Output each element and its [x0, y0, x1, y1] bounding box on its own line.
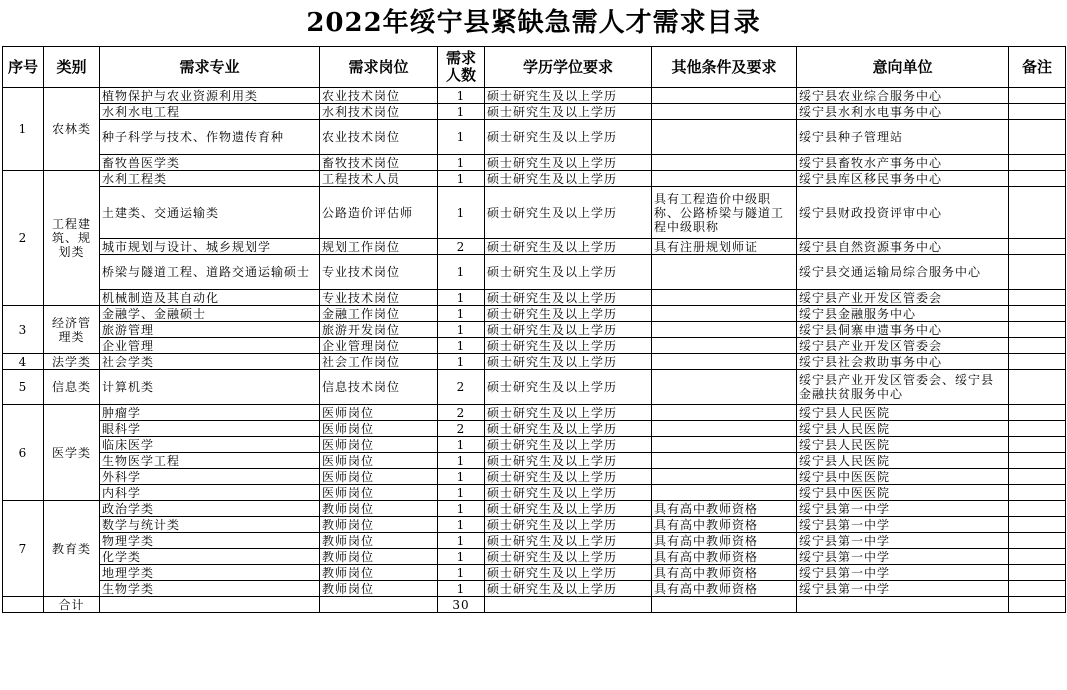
- cell-position: 医师岗位: [320, 405, 438, 421]
- table-row: [3, 581, 1066, 597]
- cell-education: 硕士研究生及以上学历: [485, 290, 652, 306]
- cell-position: 教师岗位: [320, 533, 438, 549]
- cell-count: 1: [438, 437, 485, 453]
- total-empty-remark: [1009, 597, 1066, 613]
- cell-count: 1: [438, 187, 485, 239]
- table-row: [3, 354, 1066, 370]
- header-position: 需求岗位: [320, 47, 438, 88]
- cell-position: 农业技术岗位: [320, 120, 438, 155]
- cell-remark: [1009, 104, 1066, 120]
- cell-count: 1: [438, 155, 485, 171]
- cell-remark: [1009, 581, 1066, 597]
- cell-unit: 绥宁县第一中学: [797, 549, 1009, 565]
- cell-position: 农业技术岗位: [320, 88, 438, 104]
- total-seq-cell: [3, 597, 44, 613]
- cell-position: 畜牧技术岗位: [320, 155, 438, 171]
- group-category: 法学类: [44, 354, 100, 370]
- cell-major: 物理学类: [100, 533, 320, 549]
- cell-education: 硕士研究生及以上学历: [485, 581, 652, 597]
- cell-position: 公路造价评估师: [320, 187, 438, 239]
- cell-other: [652, 120, 797, 155]
- table-row: [3, 338, 1066, 354]
- cell-position: 金融工作岗位: [320, 306, 438, 322]
- cell-remark: [1009, 187, 1066, 239]
- table-row: [3, 549, 1066, 565]
- group-seq: 1: [3, 88, 44, 171]
- group-category: 医学类: [44, 405, 100, 501]
- table-row: [3, 120, 1066, 155]
- cell-education: 硕士研究生及以上学历: [485, 306, 652, 322]
- page-title: 2022年绥宁县紧缺急需人才需求目录: [306, 8, 761, 38]
- cell-remark: [1009, 354, 1066, 370]
- group-category: 工程建筑、规划类: [44, 171, 100, 306]
- cell-other: [652, 104, 797, 120]
- cell-other: [652, 421, 797, 437]
- total-label: 合计: [44, 597, 100, 613]
- cell-count: 1: [438, 517, 485, 533]
- cell-unit: 绥宁县产业开发区管委会: [797, 290, 1009, 306]
- cell-education: 硕士研究生及以上学历: [485, 437, 652, 453]
- cell-major: 肿瘤学: [100, 405, 320, 421]
- cell-major: 内科学: [100, 485, 320, 501]
- total-empty-education: [485, 597, 652, 613]
- cell-unit: 绥宁县第一中学: [797, 501, 1009, 517]
- table-row: [3, 290, 1066, 306]
- cell-major: 生物医学工程: [100, 453, 320, 469]
- cell-remark: [1009, 370, 1066, 405]
- cell-other: [652, 88, 797, 104]
- cell-major: 畜牧兽医学类: [100, 155, 320, 171]
- cell-count: 1: [438, 255, 485, 290]
- cell-major: 生物学类: [100, 581, 320, 597]
- cell-education: 硕士研究生及以上学历: [485, 421, 652, 437]
- table-row: [3, 104, 1066, 120]
- cell-unit: 绥宁县财政投资评审中心: [797, 187, 1009, 239]
- cell-position: 教师岗位: [320, 517, 438, 533]
- cell-unit: 绥宁县人民医院: [797, 453, 1009, 469]
- cell-remark: [1009, 88, 1066, 104]
- cell-count: 1: [438, 354, 485, 370]
- table-row: [3, 485, 1066, 501]
- cell-major: 城市规划与设计、城乡规划学: [100, 239, 320, 255]
- cell-count: 1: [438, 338, 485, 354]
- cell-count: 1: [438, 533, 485, 549]
- cell-major: 桥梁与隧道工程、道路交通运输硕士: [100, 255, 320, 290]
- cell-other: 具有高中教师资格: [652, 501, 797, 517]
- cell-major: 土建类、交通运输类: [100, 187, 320, 239]
- cell-major: 金融学、金融硕士: [100, 306, 320, 322]
- cell-unit: 绥宁县人民医院: [797, 421, 1009, 437]
- cell-unit: 绥宁县畜牧水产事务中心: [797, 155, 1009, 171]
- cell-remark: [1009, 120, 1066, 155]
- cell-position: 工程技术人员: [320, 171, 438, 187]
- cell-major: 地理学类: [100, 565, 320, 581]
- cell-other: [652, 155, 797, 171]
- header-row: [3, 47, 1066, 88]
- cell-unit: 绥宁县社会救助事务中心: [797, 354, 1009, 370]
- cell-position: 企业管理岗位: [320, 338, 438, 354]
- cell-count: 2: [438, 370, 485, 405]
- cell-remark: [1009, 533, 1066, 549]
- cell-remark: [1009, 306, 1066, 322]
- cell-unit: 绥宁县第一中学: [797, 517, 1009, 533]
- cell-other: [652, 485, 797, 501]
- cell-major: 水利工程类: [100, 171, 320, 187]
- group-category: 农林类: [44, 88, 100, 171]
- cell-remark: [1009, 255, 1066, 290]
- group-seq: 4: [3, 354, 44, 370]
- table-row: [3, 322, 1066, 338]
- cell-education: 硕士研究生及以上学历: [485, 533, 652, 549]
- cell-unit: 绥宁县产业开发区管委会: [797, 338, 1009, 354]
- cell-position: 教师岗位: [320, 549, 438, 565]
- cell-remark: [1009, 338, 1066, 354]
- cell-major: 社会学类: [100, 354, 320, 370]
- cell-other: 具有高中教师资格: [652, 517, 797, 533]
- cell-education: 硕士研究生及以上学历: [485, 255, 652, 290]
- table-row: [3, 370, 1066, 405]
- table-row: [3, 533, 1066, 549]
- cell-other: [652, 469, 797, 485]
- table-row: [3, 517, 1066, 533]
- cell-count: 1: [438, 549, 485, 565]
- total-empty-position: [320, 597, 438, 613]
- cell-education: 硕士研究生及以上学历: [485, 370, 652, 405]
- cell-count: 1: [438, 88, 485, 104]
- cell-remark: [1009, 549, 1066, 565]
- cell-count: 2: [438, 405, 485, 421]
- table-row: [3, 453, 1066, 469]
- header-other: 其他条件及要求: [652, 47, 797, 88]
- cell-other: 具有高中教师资格: [652, 549, 797, 565]
- cell-count: 1: [438, 171, 485, 187]
- cell-education: 硕士研究生及以上学历: [485, 405, 652, 421]
- cell-position: 水利技术岗位: [320, 104, 438, 120]
- table-row: [3, 255, 1066, 290]
- total-count: 30: [438, 597, 485, 613]
- cell-other: [652, 354, 797, 370]
- cell-remark: [1009, 565, 1066, 581]
- cell-unit: 绥宁县产业开发区管委会、绥宁县金融扶贫服务中心: [797, 370, 1009, 405]
- cell-education: 硕士研究生及以上学历: [485, 469, 652, 485]
- cell-position: 社会工作岗位: [320, 354, 438, 370]
- cell-other: [652, 171, 797, 187]
- cell-unit: 绥宁县第一中学: [797, 581, 1009, 597]
- cell-major: 眼科学: [100, 421, 320, 437]
- cell-remark: [1009, 405, 1066, 421]
- group-seq: 5: [3, 370, 44, 405]
- cell-remark: [1009, 453, 1066, 469]
- cell-position: 旅游开发岗位: [320, 322, 438, 338]
- table-row: [3, 405, 1066, 421]
- cell-position: 医师岗位: [320, 453, 438, 469]
- cell-remark: [1009, 155, 1066, 171]
- cell-unit: 绥宁县人民医院: [797, 405, 1009, 421]
- table-row: [3, 187, 1066, 239]
- cell-position: 医师岗位: [320, 469, 438, 485]
- cell-unit: 绥宁县种子管理站: [797, 120, 1009, 155]
- cell-remark: [1009, 469, 1066, 485]
- cell-count: 1: [438, 581, 485, 597]
- cell-remark: [1009, 171, 1066, 187]
- cell-major: 企业管理: [100, 338, 320, 354]
- cell-position: 医师岗位: [320, 421, 438, 437]
- cell-unit: 绥宁县第一中学: [797, 565, 1009, 581]
- cell-education: 硕士研究生及以上学历: [485, 485, 652, 501]
- header-remark: 备注: [1009, 47, 1066, 88]
- cell-count: 1: [438, 290, 485, 306]
- cell-unit: 绥宁县侗寨申遗事务中心: [797, 322, 1009, 338]
- cell-count: 1: [438, 104, 485, 120]
- group-seq: 2: [3, 171, 44, 306]
- cell-unit: 绥宁县中医医院: [797, 469, 1009, 485]
- cell-education: 硕士研究生及以上学历: [485, 88, 652, 104]
- cell-education: 硕士研究生及以上学历: [485, 354, 652, 370]
- cell-major: 外科学: [100, 469, 320, 485]
- group-category: 教育类: [44, 501, 100, 597]
- table-row: [3, 565, 1066, 581]
- cell-other: [652, 306, 797, 322]
- group-category: 信息类: [44, 370, 100, 405]
- cell-count: 1: [438, 501, 485, 517]
- cell-remark: [1009, 485, 1066, 501]
- cell-other: [652, 290, 797, 306]
- cell-education: 硕士研究生及以上学历: [485, 155, 652, 171]
- group-category: 经济管理类: [44, 306, 100, 354]
- group-seq: 7: [3, 501, 44, 597]
- table-row: [3, 469, 1066, 485]
- cell-other: [652, 453, 797, 469]
- cell-other: [652, 437, 797, 453]
- table-row: [3, 88, 1066, 104]
- cell-education: 硕士研究生及以上学历: [485, 322, 652, 338]
- cell-remark: [1009, 239, 1066, 255]
- cell-position: 教师岗位: [320, 565, 438, 581]
- cell-remark: [1009, 501, 1066, 517]
- cell-remark: [1009, 517, 1066, 533]
- cell-other: [652, 255, 797, 290]
- cell-position: 规划工作岗位: [320, 239, 438, 255]
- cell-unit: 绥宁县中医医院: [797, 485, 1009, 501]
- cell-count: 1: [438, 306, 485, 322]
- total-empty-other: [652, 597, 797, 613]
- cell-count: 2: [438, 421, 485, 437]
- table-row: [3, 239, 1066, 255]
- cell-major: 政治学类: [100, 501, 320, 517]
- header-education: 学历学位要求: [485, 47, 652, 88]
- cell-position: 专业技术岗位: [320, 255, 438, 290]
- cell-major: 水利水电工程: [100, 104, 320, 120]
- cell-position: 专业技术岗位: [320, 290, 438, 306]
- cell-position: 信息技术岗位: [320, 370, 438, 405]
- cell-position: 医师岗位: [320, 437, 438, 453]
- total-empty-major: [100, 597, 320, 613]
- cell-position: 教师岗位: [320, 501, 438, 517]
- header-major: 需求专业: [100, 47, 320, 88]
- cell-unit: 绥宁县第一中学: [797, 533, 1009, 549]
- total-row: [3, 597, 1066, 613]
- table-row: [3, 501, 1066, 517]
- header-unit: 意向单位: [797, 47, 1009, 88]
- header-count: 需求人数: [438, 47, 485, 88]
- cell-position: 教师岗位: [320, 581, 438, 597]
- cell-other: 具有高中教师资格: [652, 565, 797, 581]
- cell-education: 硕士研究生及以上学历: [485, 104, 652, 120]
- cell-major: 化学类: [100, 549, 320, 565]
- cell-unit: 绥宁县金融服务中心: [797, 306, 1009, 322]
- cell-unit: 绥宁县交通运输局综合服务中心: [797, 255, 1009, 290]
- cell-major: 计算机类: [100, 370, 320, 405]
- cell-other: [652, 322, 797, 338]
- cell-unit: 绥宁县自然资源事务中心: [797, 239, 1009, 255]
- cell-education: 硕士研究生及以上学历: [485, 338, 652, 354]
- cell-count: 1: [438, 469, 485, 485]
- total-empty-unit: [797, 597, 1009, 613]
- cell-other: 具有高中教师资格: [652, 533, 797, 549]
- cell-other: [652, 338, 797, 354]
- cell-major: 旅游管理: [100, 322, 320, 338]
- cell-education: 硕士研究生及以上学历: [485, 239, 652, 255]
- cell-count: 2: [438, 239, 485, 255]
- cell-education: 硕士研究生及以上学历: [485, 517, 652, 533]
- cell-education: 硕士研究生及以上学历: [485, 120, 652, 155]
- cell-education: 硕士研究生及以上学历: [485, 565, 652, 581]
- table-row: [3, 171, 1066, 187]
- group-seq: 3: [3, 306, 44, 354]
- cell-count: 1: [438, 120, 485, 155]
- cell-major: 数学与统计类: [100, 517, 320, 533]
- cell-remark: [1009, 290, 1066, 306]
- cell-other: 具有工程造价中级职称、公路桥梁与隧道工程中级职称: [652, 187, 797, 239]
- cell-major: 植物保护与农业资源利用类: [100, 88, 320, 104]
- group-seq: 6: [3, 405, 44, 501]
- cell-count: 1: [438, 322, 485, 338]
- cell-other: [652, 405, 797, 421]
- talent-demand-table: [2, 46, 1066, 613]
- cell-education: 硕士研究生及以上学历: [485, 171, 652, 187]
- cell-other: 具有注册规划师证: [652, 239, 797, 255]
- cell-education: 硕士研究生及以上学历: [485, 453, 652, 469]
- cell-count: 1: [438, 453, 485, 469]
- cell-education: 硕士研究生及以上学历: [485, 187, 652, 239]
- table-row: [3, 155, 1066, 171]
- header-category: 类别: [44, 47, 100, 88]
- cell-education: 硕士研究生及以上学历: [485, 549, 652, 565]
- cell-unit: 绥宁县人民医院: [797, 437, 1009, 453]
- cell-major: 临床医学: [100, 437, 320, 453]
- cell-remark: [1009, 421, 1066, 437]
- cell-unit: 绥宁县水利水电事务中心: [797, 104, 1009, 120]
- cell-other: [652, 370, 797, 405]
- header-seq: 序号: [3, 47, 44, 88]
- cell-major: 机械制造及其自动化: [100, 290, 320, 306]
- cell-unit: 绥宁县农业综合服务中心: [797, 88, 1009, 104]
- cell-unit: 绥宁县库区移民事务中心: [797, 171, 1009, 187]
- cell-position: 医师岗位: [320, 485, 438, 501]
- cell-count: 1: [438, 565, 485, 581]
- table-row: [3, 306, 1066, 322]
- table-row: [3, 421, 1066, 437]
- cell-education: 硕士研究生及以上学历: [485, 501, 652, 517]
- cell-major: 种子科学与技术、作物遗传育种: [100, 120, 320, 155]
- cell-remark: [1009, 322, 1066, 338]
- cell-count: 1: [438, 485, 485, 501]
- cell-other: 具有高中教师资格: [652, 581, 797, 597]
- table-row: [3, 437, 1066, 453]
- cell-remark: [1009, 437, 1066, 453]
